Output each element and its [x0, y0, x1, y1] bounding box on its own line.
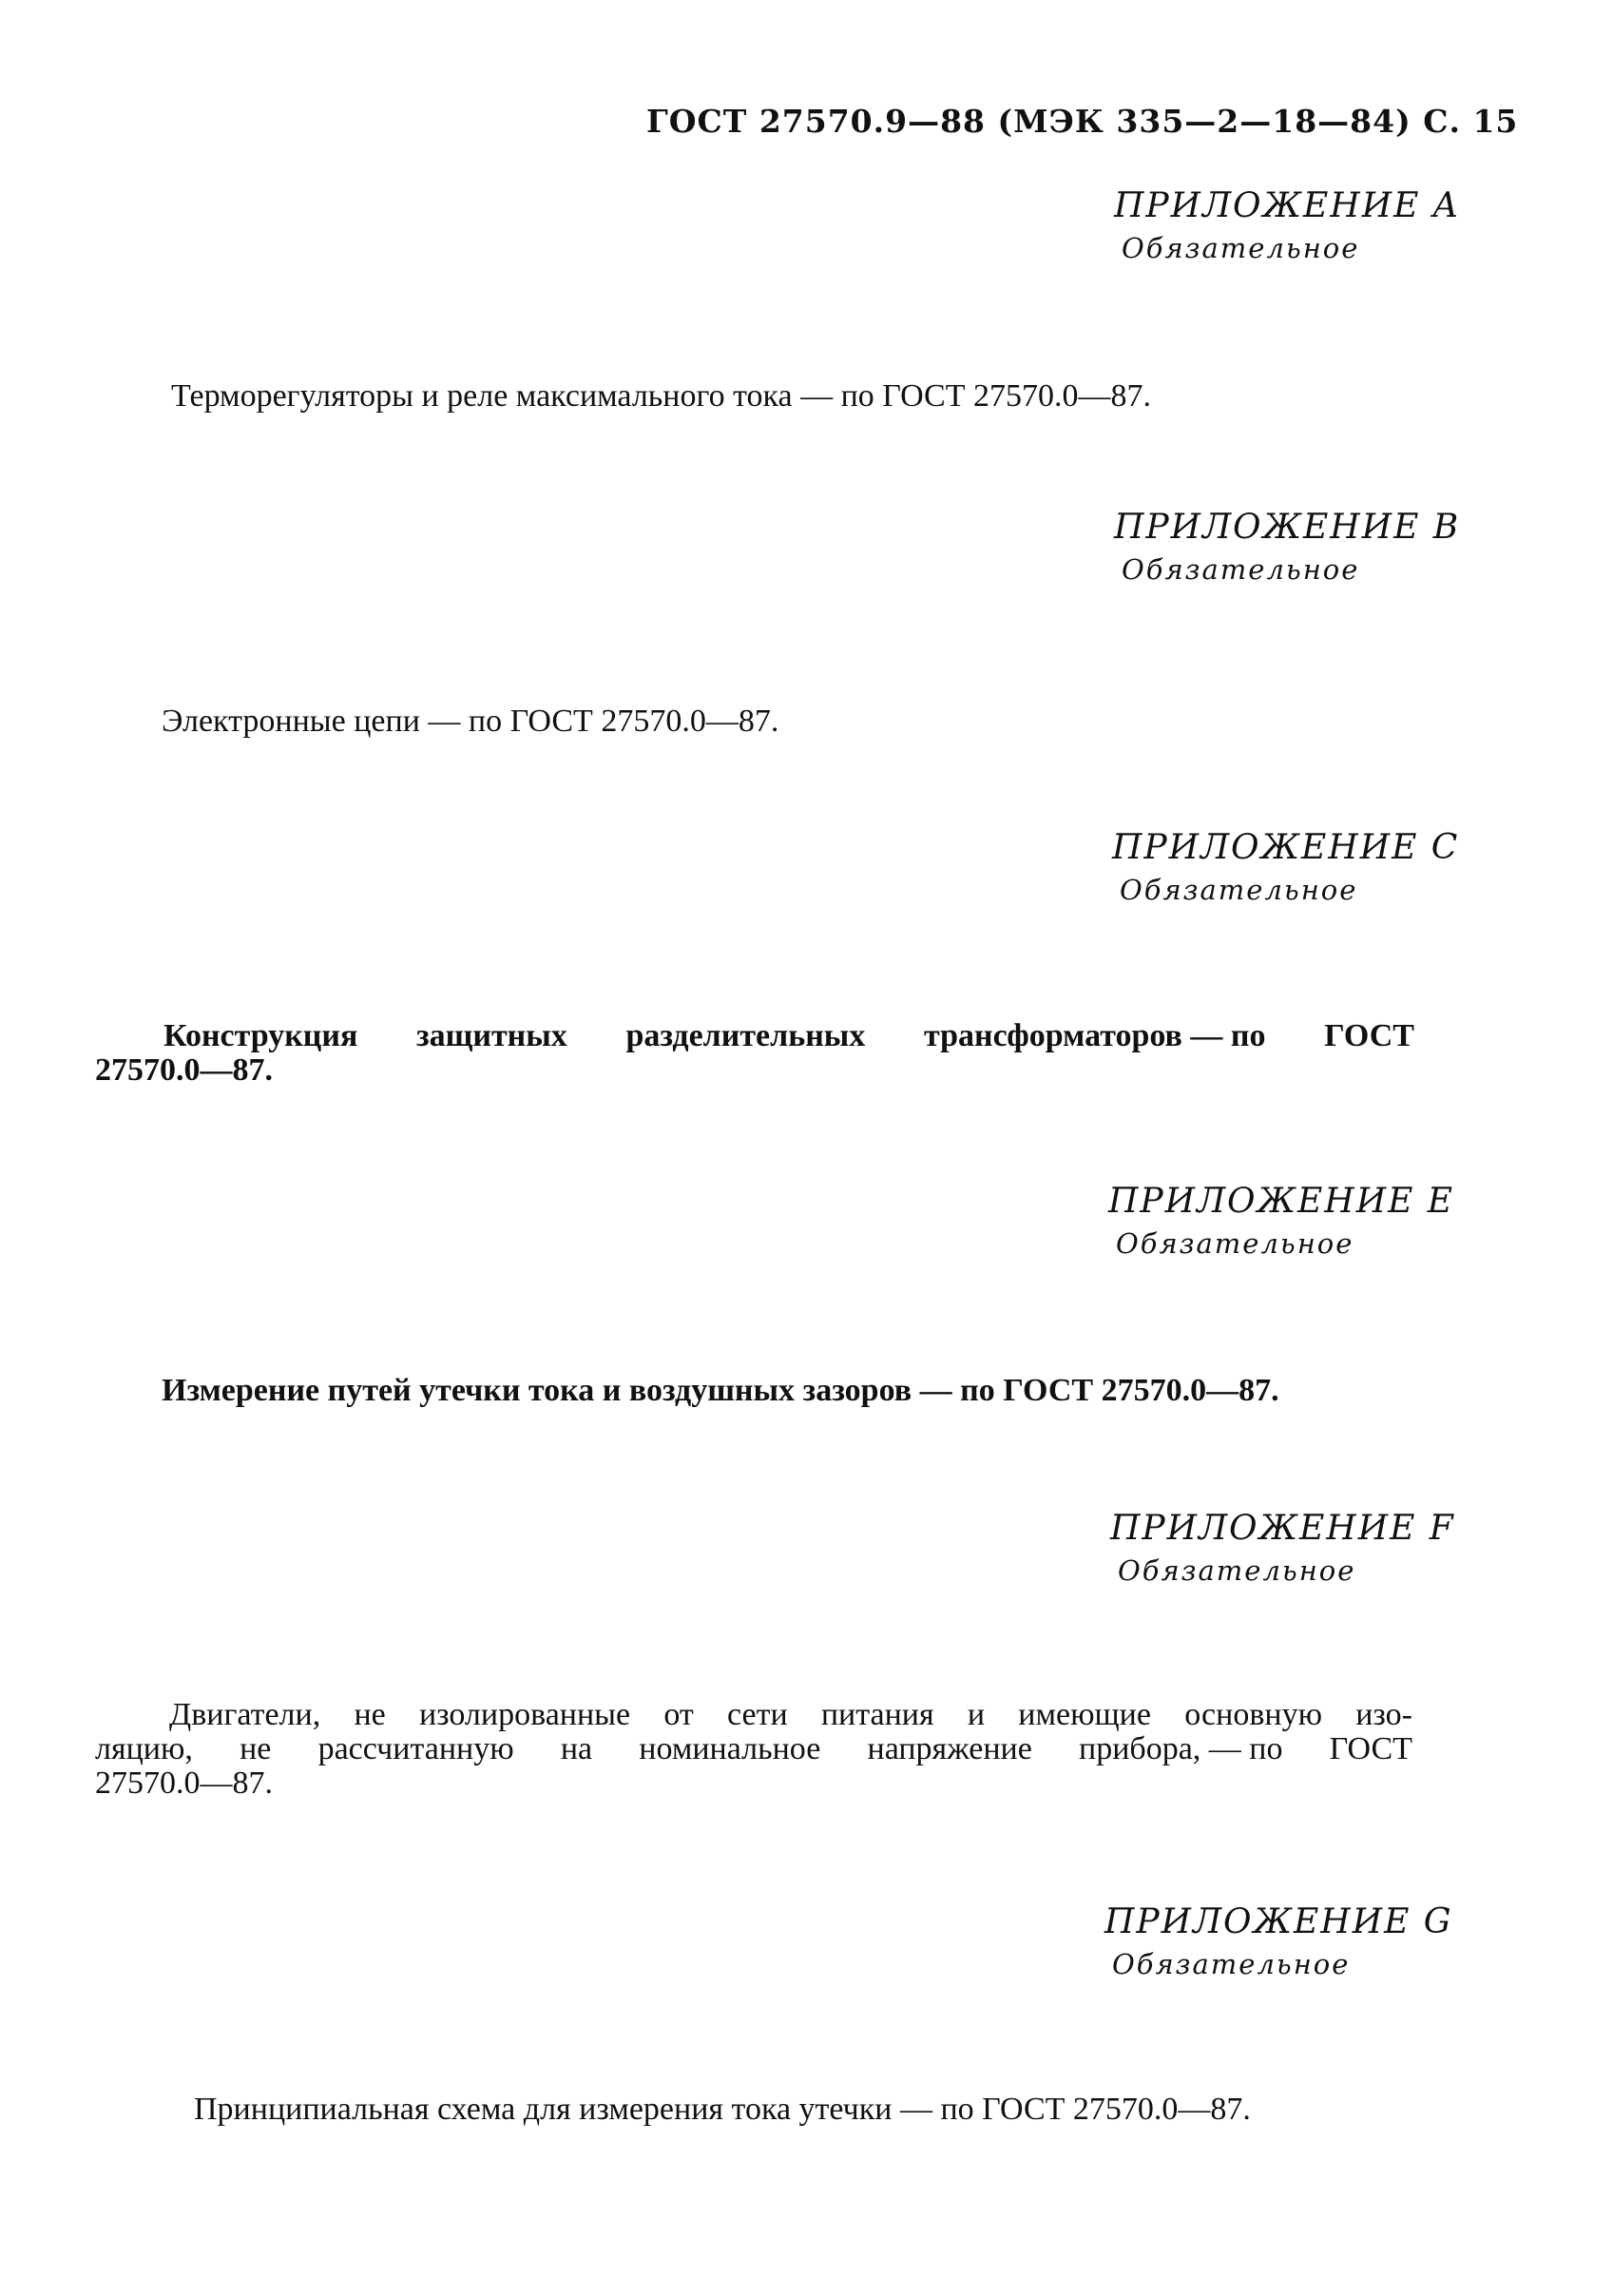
- appendix-a-text: Терморегуляторы и реле максимального тока — по ГОСТ 27570.0—87.: [171, 378, 1152, 414]
- text-line: [95, 1053, 1414, 1088]
- word: не: [354, 1697, 386, 1732]
- word: защитных: [416, 1018, 567, 1053]
- word: 27570.0—87.: [95, 1765, 273, 1801]
- word: Двигатели,: [169, 1697, 321, 1732]
- appendix-title: ПРИЛОЖЕНИЕ B: [1114, 508, 1461, 547]
- word: 27570.0—87.: [95, 1052, 273, 1088]
- word: ГОСТ: [1329, 1731, 1412, 1766]
- appendix-f-heading: [1110, 1508, 1455, 1592]
- appendix-title: ПРИЛОЖЕНИЕ A: [1114, 186, 1460, 225]
- appendix-e-text: Измерение путей утечки тока и воздушных зазоров — по ГОСТ 27570.0—87.: [162, 1373, 1279, 1408]
- word: и: [967, 1697, 986, 1732]
- appendix-c-heading: [1112, 827, 1460, 911]
- word: изолированные: [418, 1697, 631, 1732]
- word: питания: [820, 1697, 934, 1732]
- word: рассчитанную: [317, 1731, 514, 1766]
- text-line: [95, 1766, 1412, 1801]
- word: ГОСТ: [1324, 1018, 1414, 1053]
- appendix-a-heading: [1114, 185, 1460, 269]
- appendix-status: Обязательное: [1122, 553, 1360, 586]
- word: Конструкция: [163, 1018, 358, 1053]
- word: на: [560, 1731, 593, 1766]
- text-line: [95, 1732, 1412, 1766]
- text-line: [95, 1019, 1414, 1053]
- appendix-title: ПРИЛОЖЕНИЕ C: [1112, 828, 1460, 867]
- appendix-f-text: [95, 1698, 1412, 1801]
- appendix-title: ПРИЛОЖЕНИЕ G: [1104, 1902, 1453, 1941]
- appendix-status: Обязательное: [1112, 1948, 1351, 1980]
- word: ляцию,: [95, 1731, 193, 1766]
- word: номинальное: [639, 1731, 821, 1766]
- appendix-status: Обязательное: [1120, 874, 1358, 906]
- appendix-status: Обязательное: [1118, 1554, 1356, 1587]
- word: разделительных: [625, 1018, 866, 1053]
- word: основную: [1184, 1697, 1322, 1732]
- word: сети: [726, 1697, 788, 1732]
- appendix-b-heading: [1114, 507, 1461, 590]
- word: прибора, — по: [1079, 1731, 1283, 1766]
- appendix-g-heading: [1104, 1901, 1453, 1985]
- appendix-b-text: Электронные цепи — по ГОСТ 27570.0—87.: [162, 704, 779, 739]
- appendix-status: Обязательное: [1116, 1227, 1354, 1260]
- appendix-g-text: Принципиальная схема для измерения тока утечки — по ГОСТ 27570.0—87.: [194, 2092, 1251, 2127]
- word: изо-: [1355, 1697, 1412, 1732]
- appendix-title: ПРИЛОЖЕНИЕ F: [1110, 1509, 1455, 1548]
- word: не: [240, 1731, 272, 1766]
- word: от: [663, 1697, 694, 1732]
- appendix-title: ПРИЛОЖЕНИЕ E: [1108, 1182, 1455, 1221]
- text-line: [95, 1698, 1412, 1732]
- appendix-c-text: [95, 1019, 1414, 1088]
- word: имеющие: [1018, 1697, 1151, 1732]
- appendix-status: Обязательное: [1122, 232, 1360, 264]
- word: напряжение: [867, 1731, 1032, 1766]
- word: трансформаторов — по: [923, 1018, 1266, 1053]
- page-header: ГОСТ 27570.9—88 (МЭК 335—2—18—84) С. 15: [646, 103, 1519, 140]
- appendix-e-heading: [1108, 1181, 1455, 1264]
